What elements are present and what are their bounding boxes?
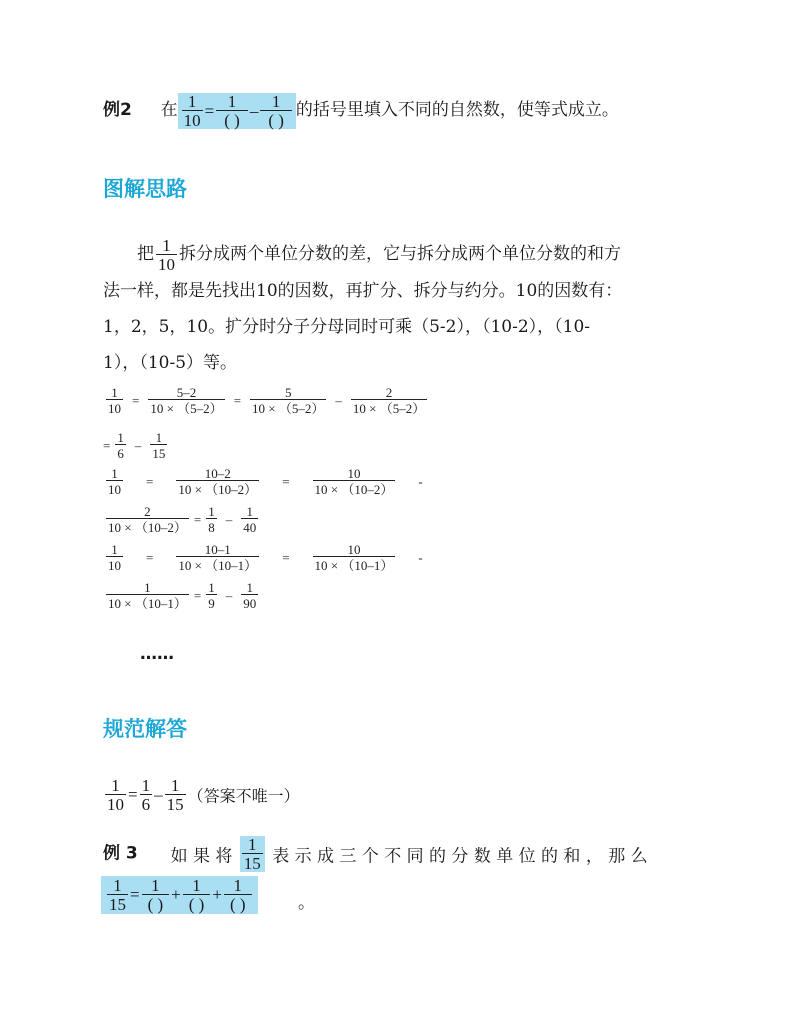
example-2-post: 的括号里填入不同的自然数，使等式成立。 [295,100,619,120]
math-row-5: $\frac{1}{10}$ = $\frac{10-1}{10 \times (10-1)}$ = $\frac{10}{10 \times (10-1)}$ - [108,542,423,573]
example-3-fraction: $\frac{1}{15}$ [240,836,265,872]
example-2-pre: 在 [160,100,178,120]
analysis-line-1: 把 $\frac{1}{10}$ 拆分成两个单位分数的差，它与拆分成两个单位分数的和方 [137,235,621,274]
example-2-label: 例2 [103,100,132,120]
math-row-2: = $\frac{1}{6}$ – $\frac{1}{15}$ [103,430,166,461]
analysis-title: 图解思路 [103,177,187,201]
analysis-line-3: 1，2，5，10。扩分时分子分母同时可乘（5-2），（10-2），（10- [103,316,591,337]
example-2-equation: $\frac{1}{10}$ = $\frac{1}{( )}$ – $\frac{1}{( )}$ [178,93,296,129]
example-3-line-1: 例 3 如 果 将 $\frac{1}{15}$ 表 示 成 三 个 不 同 的 分 数 单 位 的 和 ， 那 么 [103,835,648,873]
ellipsis: …… [140,644,174,664]
math-row-6: $\frac{1}{10 \times (10-1)}$ = $\frac{1}{9}$ – $\frac{1}{90}$ [108,580,257,611]
example-3-equation: $\frac{1}{15}$ = $\frac{1}{( )}$ + $\frac{1}{( )}$ + $\frac{1}{( )}$ [101,876,258,914]
example-3-label: 例 3 [103,843,138,864]
math-row-1: $\frac{1}{10}$ = $\frac{5-2}{10 \times (5-2)}$ = $\frac{5}{10 \times (5-2)}$ – $\frac{2}{10 \times (5-2)}$ [108,385,426,416]
analysis-paragraph [103,236,703,381]
example-3-end: 。 [298,893,315,913]
math-row-3: $\frac{1}{10}$ = $\frac{10-2}{10 \times (10-2)}$ = $\frac{10}{10 \times (10-2)}$ - [108,466,423,497]
answer-equation: $\frac{1}{10}$ = $\frac{1}{6}$ – $\frac{1}{15}$ （答案不唯一） [107,776,300,814]
answer-title: 规范解答 [103,717,187,741]
analysis-fraction: $\frac{1}{10}$ [158,235,175,274]
analysis-line-2: 法一样，都是先找出10的因数，再扩分、拆分与约分。10的因数有： [103,280,623,301]
analysis-line-4: 1），（10-5）等。 [103,352,238,373]
example-2-line [103,92,619,129]
math-row-4: $\frac{2}{10 \times (10-2)}$ = $\frac{1}{8}$ – $\frac{1}{40}$ [108,504,257,535]
